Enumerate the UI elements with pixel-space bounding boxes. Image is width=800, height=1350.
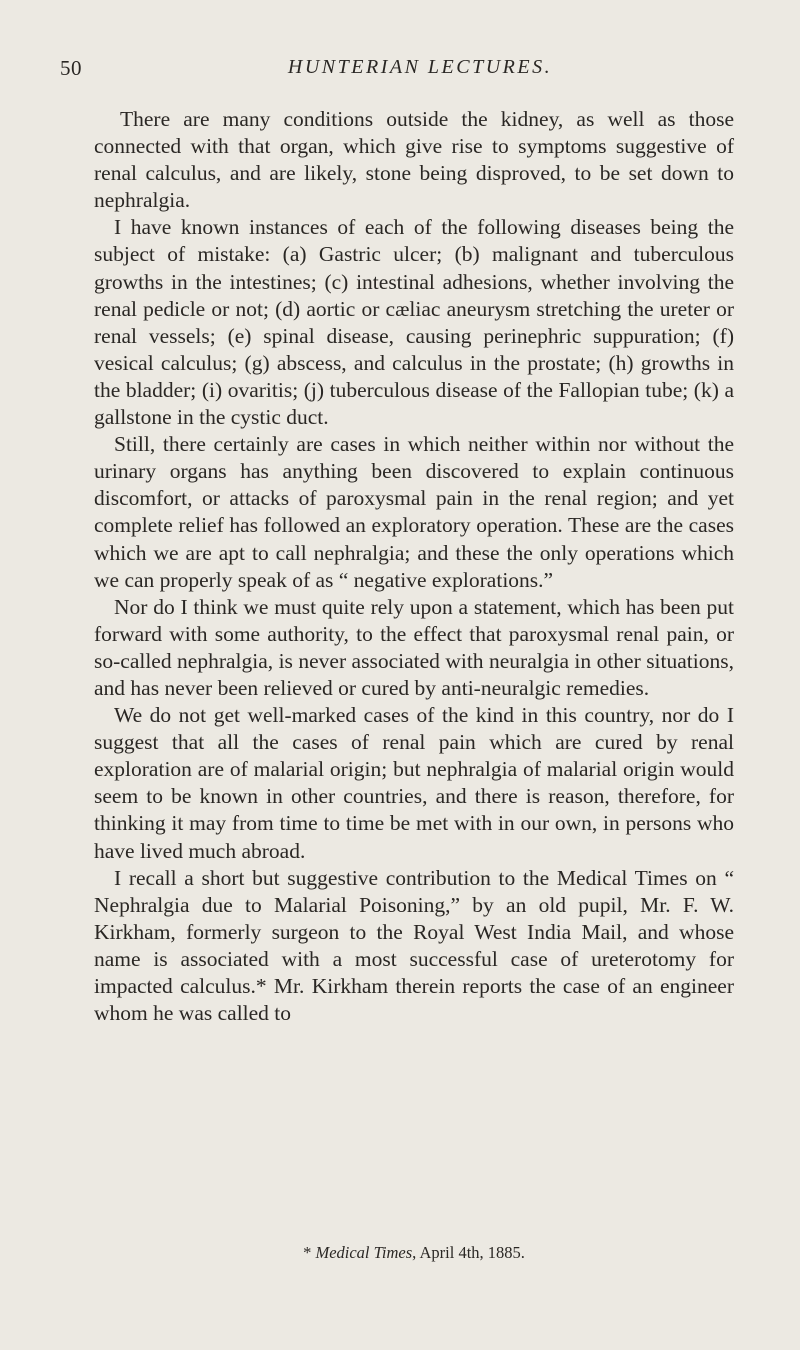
paragraph-statement: Nor do I think we must quite rely upon a statement, which has been put forward with some authority, to the effect that paroxysmal renal pain, or so-called nephralgia, is never associated with neuralgia in other situations, and has never been relieved or cured by anti-neuralgic remedies.: [94, 594, 734, 700]
paragraph-diseases-list: I have known instances of each of the following diseases being the subject of mistake: (a) Gastric ulcer; (b) malignant and tuberculous growths in the intestines; (c) intestinal adhesions, whether involving the renal pedicle or not; (d) aortic or cæliac aneurysm stretching the ureter or renal vessels; (e) spinal disease, causing perinephric suppuration; (f) vesical calculus; (g) abscess, and calculus in the prostate; (h) growths in the bladder; (i) ovaritis; (j) tuberculous disease of the Fallopian tube; (k) a gallstone in the cystic duct.: [94, 215, 734, 430]
footnote-marker: *: [303, 1243, 312, 1262]
footnote-date: , April 4th, 1885.: [412, 1243, 525, 1262]
page-header: [60, 56, 740, 86]
paragraph-nephralgia: Still, there certainly are cases in which neither within nor without the urinary organs has anything been discovered to explain continuous discomfort, or attacks of paroxysmal pain in the renal region; and yet complete relief has followed an exploratory operation. These are the cases which we are apt to call nephralgia; and these the only operations which we can properly speak of as “ negative explorations.”: [94, 432, 734, 592]
paragraph-malarial-origin: We do not get well-marked cases of the kind in this country, nor do I suggest that all the cases of renal pain which are cured by renal exploration are of malarial origin; but nephralgia of malarial origin would seem to be known in other countries, and there is reason, therefore, for thinking it may from time to time be met with in our own, in persons who have lived much abroad.: [94, 703, 734, 863]
page-number: 50: [60, 56, 82, 80]
running-title: HUNTERIAN LECTURES.: [287, 56, 553, 78]
paragraph-kirkham: I recall a short but suggestive contribution to the Medical Times on “ Nephralgia due to Malarial Poisoning,” by an old pupil, Mr. F. W. Kirkham, formerly surgeon to the Royal West India Mail, and whose name is associated with a most successful case of ureterotomy for impacted calculus.* Mr. Kirkham therein reports the case of an engineer whom he was called to: [94, 865, 734, 1026]
footnote: [94, 1243, 734, 1263]
body-text: [94, 106, 734, 1027]
footnote-source: Medical Times: [315, 1243, 413, 1262]
paragraph-conditions: There are many conditions outside the kidney, as well as those connected with that organ, which give rise to symptoms suggestive of renal calculus, and are likely, stone being disproved, to be set down to nephralgia.: [94, 107, 734, 213]
